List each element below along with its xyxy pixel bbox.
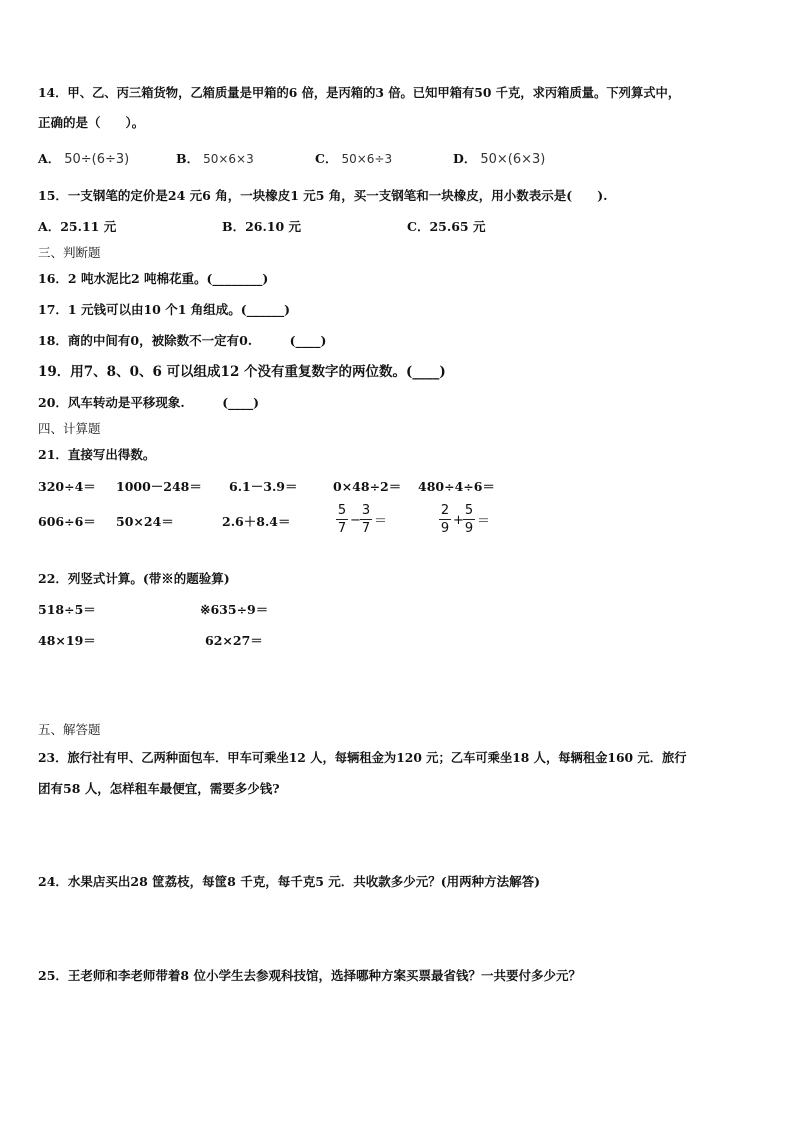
q21-item: 320÷4＝ — [38, 479, 96, 494]
q16-text: 16．2 吨水泥比2 吨棉花重。(________) — [38, 271, 269, 286]
q15-option-a[interactable]: A．25.11 元 — [38, 219, 117, 234]
fraction-denominator: 7 — [337, 521, 347, 536]
q24-text: 24．水果店买出28 筐荔枝，每筐8 千克，每千克5 元．共收款多少元？(用两种方法解答) — [38, 874, 541, 889]
q14-option-b-label: B． — [176, 151, 200, 166]
q14-option-a[interactable] — [38, 150, 129, 169]
fraction-denominator: 9 — [464, 521, 474, 536]
fraction-numerator: 3 — [361, 503, 371, 518]
q14-option-d-expr: 50×(6×3) — [480, 152, 546, 167]
q23-text-line2: 团有58 人，怎样租车最便宜，需要多少钱? — [38, 781, 280, 796]
q18-text: 18．商的中间有0，被除数不一定有0. (____) — [38, 333, 327, 348]
minus-sign: − — [350, 513, 361, 528]
fraction-numerator: 5 — [337, 503, 347, 518]
section-3-heading: 三、判断题 — [38, 245, 101, 260]
q14-option-a-expr: 50÷(6÷3) — [64, 152, 130, 167]
fraction-numerator: 5 — [464, 503, 474, 518]
q15-option-b[interactable]: B．26.10 元 — [222, 219, 302, 234]
q22-item: ※635÷9＝ — [200, 602, 269, 617]
fraction-denominator: 7 — [361, 521, 371, 536]
fraction-denominator: 9 — [440, 521, 450, 536]
q23-text-line1: 23．旅行社有甲、乙两种面包车．甲车可乘坐12 人，每辆租金为120 元；乙车可乘坐18 人，每辆租金160 元．旅行 — [38, 750, 687, 765]
q14-option-b[interactable] — [176, 150, 254, 168]
q21-item: 0×48÷2＝ — [333, 479, 402, 494]
q14-option-b-expr: 50×6×3 — [203, 152, 254, 166]
fraction-3-7 — [360, 503, 372, 536]
q25-text: 25．王老师和李老师带着8 位小学生去参观科技馆，选择哪种方案买票最省钱？一共要付多少元？ — [38, 968, 581, 983]
q14-option-c[interactable] — [315, 150, 392, 168]
q22-item: 518÷5＝ — [38, 602, 96, 617]
equals-sign: ＝ — [477, 514, 491, 529]
q22-item: 62×27＝ — [205, 633, 263, 648]
section-4-heading: 四、计算题 — [38, 421, 101, 436]
q14-text-line2: 正确的是（ ）。 — [38, 115, 145, 130]
equals-sign: ＝ — [374, 514, 388, 529]
q21-item: 480÷4÷6＝ — [418, 479, 495, 494]
q14-option-d[interactable] — [453, 150, 545, 169]
q21-item: 2.6＋8.4＝ — [222, 514, 291, 529]
plus-sign: + — [453, 513, 464, 528]
q22-item: 48×19＝ — [38, 633, 96, 648]
q22-title: 22．列竖式计算。(带※的题验算) — [38, 571, 230, 586]
q19-text: 19．用7、8、0、6 可以组成12 个没有重复数字的两位数。(____) — [38, 364, 446, 380]
q20-text: 20．风车转动是平移现象. (____) — [38, 395, 260, 410]
q21-item: 50×24＝ — [116, 514, 174, 529]
section-5-heading: 五、解答题 — [38, 722, 101, 737]
q15-text: 15．一支钢笔的定价是24 元6 角，一块橡皮1 元5 角，买一支钢笔和一块橡皮，用小数表示是( ). — [38, 188, 608, 203]
q14-option-c-label: C． — [315, 151, 338, 166]
fraction-5-7 — [336, 503, 348, 536]
q21-item: 1000－248＝ — [116, 479, 202, 494]
fraction-numerator: 2 — [440, 503, 450, 518]
fraction-2-9 — [439, 503, 451, 536]
q17-text: 17．1 元钱可以由10 个1 角组成。(______) — [38, 302, 291, 317]
q14-option-a-label: A． — [38, 151, 61, 166]
q15-option-c[interactable]: C．25.65 元 — [407, 219, 486, 234]
q14-text-line1: 14．甲、乙、丙三箱货物，乙箱质量是甲箱的6 倍，是丙箱的3 倍。已知甲箱有50 千克，求丙箱质量。下列算式中， — [38, 85, 681, 100]
q14-option-c-expr: 50×6÷3 — [341, 152, 393, 166]
fraction-5-9 — [463, 503, 475, 536]
q21-item: 606÷6＝ — [38, 514, 96, 529]
q21-title: 21．直接写出得数。 — [38, 447, 156, 462]
q21-item: 6.1－3.9＝ — [229, 479, 298, 494]
q14-option-d-label: D． — [453, 151, 477, 166]
